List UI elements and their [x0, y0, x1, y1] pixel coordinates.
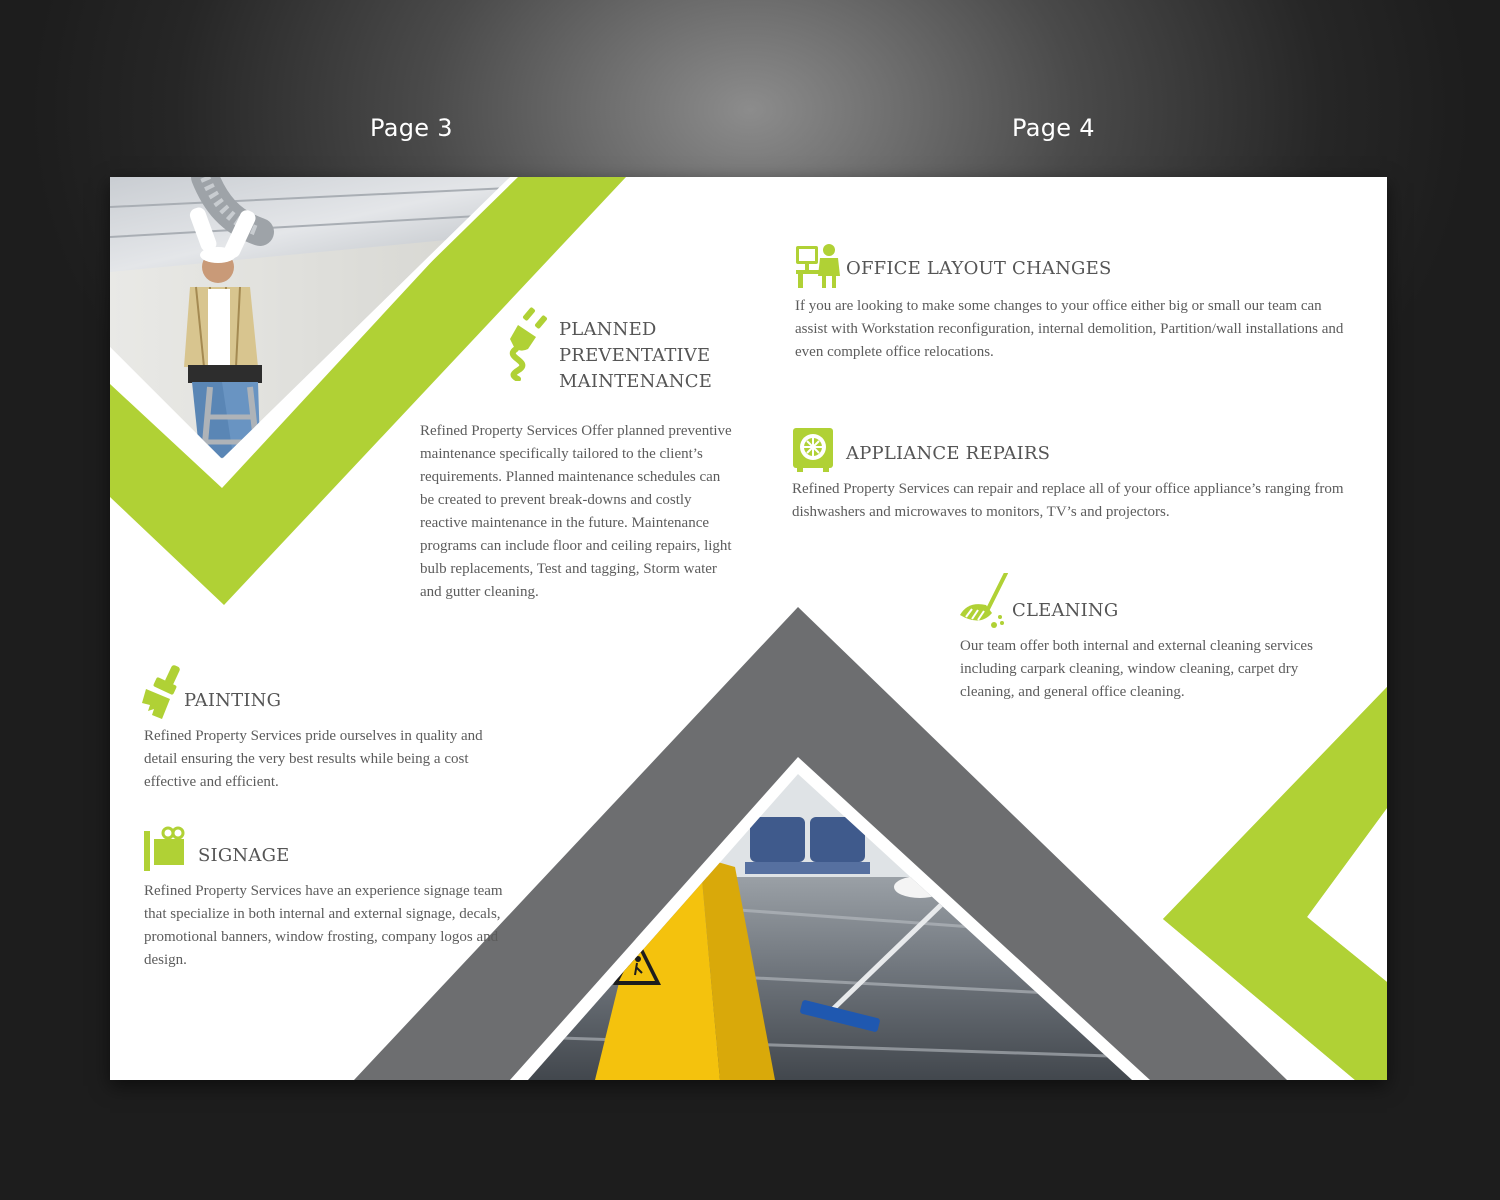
- planned-title: [559, 317, 712, 395]
- appliance-body: Refined Property Services can repair and replace all of your office appliance’s ranging from dishwashers and microwaves to monitors, TV’s and projectors.: [792, 481, 1344, 520]
- page-4-label: Page 4: [1012, 114, 1095, 142]
- sign-icon: [144, 825, 188, 871]
- planned-title-line-1: PLANNED: [559, 319, 657, 340]
- signage-body: Refined Property Services have an experience signage team that specialize in both internal and external signage, decals, promotional banners, window frosting, company logos and design.: [144, 883, 503, 968]
- plug-icon: [506, 307, 552, 381]
- painting-body: Refined Property Services pride ourselves in quality and detail ensuring the very best results while being a cost effective and efficient.: [144, 728, 483, 790]
- office-workstation-icon: [796, 244, 842, 288]
- planned-body: Refined Property Services Offer planned preventive maintenance specifically tailored to the client’s requirements. Planned maintenance schedules can be created to prevent break-downs and costly reactive maintenance in the future. Maintenance programs can include floor and ceiling repairs, light bulb replacements, Test and tagging, Storm water and gutter cleaning.: [420, 423, 732, 600]
- appliance-title: APPLIANCE REPAIRS: [846, 443, 1051, 464]
- page-3-label: Page 3: [370, 114, 453, 142]
- planned-title-line-2: PREVENTATIVE: [559, 345, 711, 366]
- cleaning-title: CLEANING: [1012, 600, 1119, 621]
- appliance-icon: [793, 428, 833, 472]
- brochure-spread: [110, 177, 1387, 1080]
- office-body: If you are looking to make some changes to your office either big or small our team can assist with Workstation reconfiguration, internal demolition, Partition/wall installations and even complete office relocations.: [795, 298, 1344, 360]
- office-title: OFFICE LAYOUT CHANGES: [846, 258, 1112, 279]
- cleaning-body: Our team offer both internal and external cleaning services including carpark cleaning, window cleaning, carpet dry cleaning, and general office cleaning.: [960, 638, 1313, 700]
- signage-title: SIGNAGE: [198, 845, 290, 866]
- paint-brush-icon: [140, 665, 182, 719]
- painting-title: PAINTING: [184, 690, 282, 711]
- planned-title-line-3: MAINTENANCE: [559, 371, 713, 392]
- broom-icon: [958, 573, 1010, 629]
